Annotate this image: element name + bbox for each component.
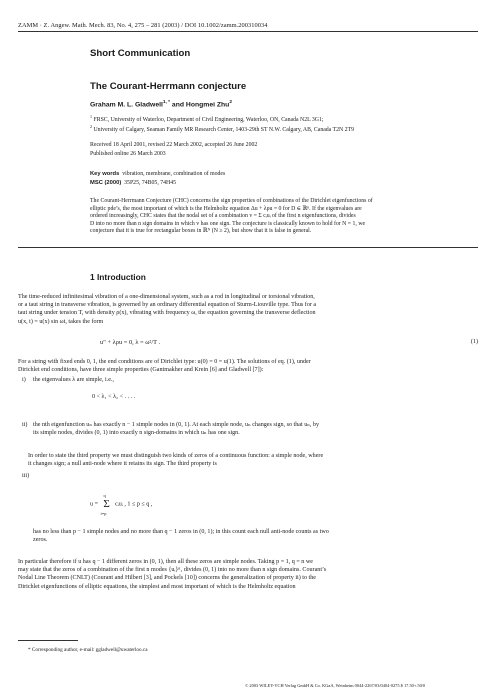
sum-lower-limit: i=p [100, 511, 107, 516]
abstract-line: D into no more than n sign domains in which v has one sign. The conjecture is classically known to hold for N = 1, we [90, 220, 366, 227]
body-line: In order to state the third property we must distinguish two kinds of zeros of a continuous function: a simple node, where [28, 453, 324, 459]
author-1-mark: 1, * [162, 100, 171, 105]
footnote: * Corresponding author, e-mail: ggladwell@uwaterloo.ca [28, 647, 148, 653]
abstract-line: elliptic pde’s, the most important of which is the Helmholtz equation Δu + λρu = 0 for D ∈ ℝⁿ. If the eigenvalues are [90, 205, 362, 212]
property-i-text: the eigenvalues λ are simple, i.e., [33, 377, 114, 383]
body-line: zeros. [33, 537, 48, 544]
property-iii-equation [90, 493, 153, 516]
header-rule [18, 31, 478, 32]
keywords [90, 171, 225, 177]
intro-paragraph-4 [18, 558, 478, 591]
abstract-rule [18, 247, 478, 248]
body-line: The time-reduced infinitesimal vibration of a one-dimensional system, such as a rod in longitudinal or torsional vibration, [18, 294, 315, 300]
body-line: the nth eigenfunction uₙ has exactly n − 1 simple nodes in (0, 1). At each simple node, uₙ changes sign, so that uₙ, by [33, 422, 320, 428]
section-label: Short Communication [90, 48, 191, 59]
body-line: Dirichlet end conditions, have three simple properties (Gantmakher and Krein [6] and Gladwell [7]): [18, 367, 264, 374]
body-line: has no less than p − 1 simple nodes and no more than q − 1 zeros in (0, 1); in this count each null anti-node counts as two [33, 529, 329, 535]
property-i-equation: 0 < λ₁ < λ₂ < . . . . [92, 394, 136, 400]
author-2-mark: 2 [229, 100, 232, 105]
footnote-rule [18, 640, 78, 641]
body-line: u(x, t) = u(x) sin ωt, takes the form [18, 318, 104, 325]
received-dates: Received 18 April 2001, revised 22 March 2002, accepted 26 June 2002 [90, 142, 258, 148]
msc-label: MSC (2000) [90, 180, 122, 186]
msc-codes [90, 180, 176, 186]
abstract [90, 198, 478, 236]
intro-paragraph-3 [28, 452, 478, 468]
property-ii-text [33, 421, 319, 437]
affiliation-1-text: FRSC, University of Waterloo, Department of Civil Engineering, Waterloo, ON, Canada N2L 3G1; [93, 116, 324, 123]
sum-upper-limit: q [103, 493, 106, 498]
abstract-line: ordered increasingly, CHC states that the nodal set of a combination v = Σ cᵢuᵢ of the first n eigenfunctions, divides [90, 213, 356, 220]
keywords-label: Key words [90, 171, 120, 177]
body-line: For a string with fixed ends 0, 1, the end conditions are of Dirichlet type: u(0) = 0 = u(1). The solutions of eq. (1), under [18, 359, 311, 365]
body-line: it changes sign; a null anti-node where it retains its sign. The third property is [28, 461, 217, 468]
body-line: Dirichlet eigenfunctions of elliptic equations, the simplest and most important of which is the Helmholtz equation [18, 583, 296, 590]
author-1: Graham M. L. Gladwell [90, 101, 163, 109]
published-date: Published online 26 March 2003 [90, 151, 166, 157]
copyright-footer: © 2003 WILEY-VCH Verlag GmbH & Co. KGaA, Weinheim 0044-2267/03/0404-0275 $ 17.50+.50/0 [245, 683, 426, 688]
author-and: and Hongmei Zhu [170, 101, 230, 109]
intro-paragraph-1 [18, 293, 478, 326]
body-line: its simple nodes, divides (0, 1) into exactly n sign-domains in which uₙ has one sign. [33, 430, 240, 437]
affiliation-1-num: 1 [90, 114, 93, 119]
equation-1: u″ + λρu = 0, λ = ω²/T . [100, 339, 161, 346]
property-ii-label: ii) [22, 422, 28, 428]
property-iii-eq-lhs: u = [90, 501, 99, 508]
summation-symbol [100, 493, 114, 516]
body-line: Nodal Line Theorem (CNLT) (Courant and Hilbert [3], and Pockels [10]) concerns the generalization of property ii) to the [18, 575, 316, 582]
property-iii-label: iii) [22, 473, 30, 479]
authors [90, 100, 232, 108]
affiliation-1 [90, 114, 323, 123]
msc-text: 35P25, 74B05, 74H45 [124, 180, 177, 186]
intro-paragraph-2 [18, 358, 478, 374]
property-i-label: i) [22, 377, 26, 383]
body-line: or a taut string in transverse vibration, is governed by an ordinary differential equation of Sturm-Liouville type. Thus for a [18, 302, 317, 309]
equation-1-number: (1) [470, 339, 478, 345]
section-heading-introduction: 1 Introduction [90, 272, 146, 282]
property-iii-after [33, 528, 329, 544]
body-line: may state that the zeros of a combination of the first n modes {uᵢ}ⁿ₁ divides (0, 1) into no more than n sign domains. Courant’s [18, 567, 327, 574]
running-head: ZAMM · Z. Angew. Math. Mech. 83, No. 4, 275 – 281 (2003) / DOI 10.1002/zamm.200310034 [18, 22, 268, 29]
affiliation-2-text: University of Calgary, Seaman Family MR Research Center, 1403-29th ST N.W. Calgary, AB, Canada T2N 2T9 [93, 126, 355, 133]
body-line: taut string under tension T, with density ρ(x), vibrating with frequency ω, the equation governing the transverse deflection [18, 310, 316, 317]
abstract-line: The Courant-Herrmann Conjecture (CHC) concerns the sign properties of combinations of the Dirichlet eigenfunctions of [90, 198, 373, 204]
body-line: In particular therefore if u has q − 1 different zeros in (0, 1), then all these zeros are simple nodes. Taking p = 1, q = n we [18, 559, 313, 565]
keywords-text: vibration, membrane, combination of modes [122, 171, 226, 177]
affiliation-2-num: 2 [90, 124, 93, 129]
paper-title: The Courant-Herrmann conjecture [90, 81, 247, 92]
property-iii-eq-rhs: cᵢuᵢ , 1 ≤ p ≤ q , [115, 501, 153, 508]
sigma-glyph: Σ [103, 498, 110, 510]
affiliation-2 [90, 124, 354, 133]
abstract-line: conjecture that it is true for rectangular boxes in ℝᴺ (N ≥ 2), but show that it is false in general. [90, 228, 312, 235]
